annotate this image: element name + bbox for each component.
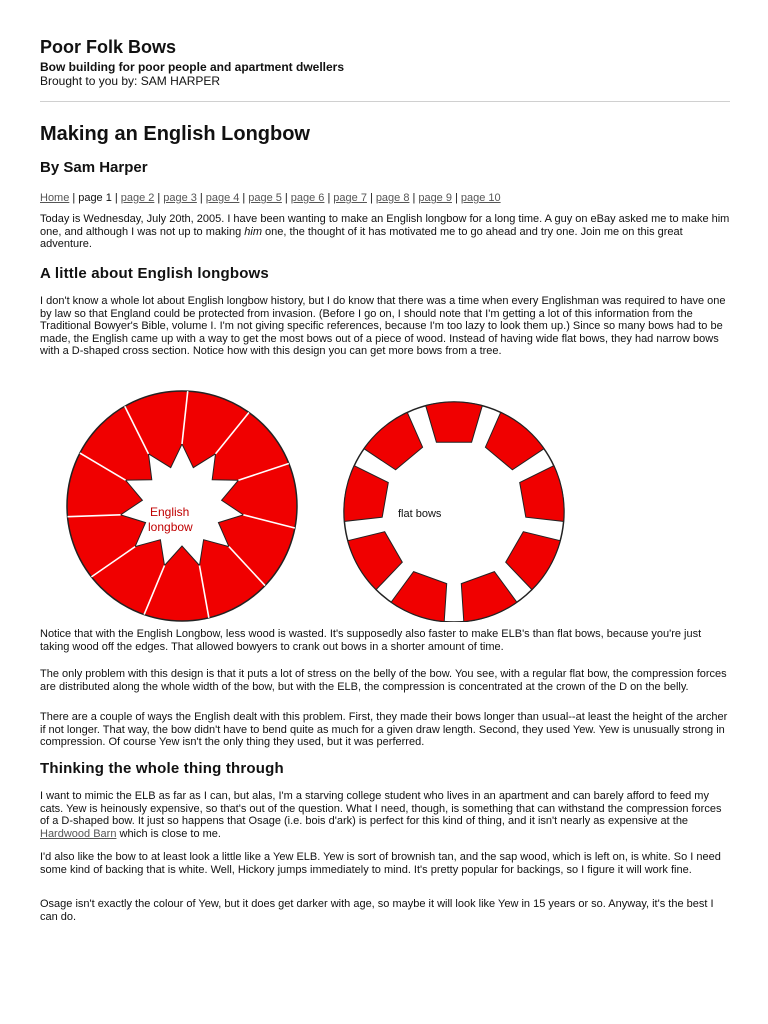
pager-link-page-2[interactable]: page 2	[120, 192, 155, 204]
header-divider	[40, 101, 730, 102]
section-heading-thinking: Thinking the whole thing through	[40, 760, 284, 777]
paragraph-osage: Osage isn't exactly the colour of Yew, but it does get darker with age, so maybe it will look like Yew in 15 years or so. Anyway, it's the best I can do.	[40, 898, 714, 923]
pager-separator: |	[242, 192, 246, 204]
paragraph-backing: I'd also like the bow to at least look a little like a Yew ELB. Yew is sort of brownish tan, and the sap wood, which is left on, is white. So I need some kind of backing that is white. Well, Hickory jumps immediately to mind. It's pretty popular for backings, so I figure it will work fine.	[40, 851, 721, 876]
intro-paragraph	[40, 213, 730, 251]
article-byline: By Sam Harper	[40, 159, 148, 176]
site-credit: Brought to you by: SAM HARPER	[40, 74, 221, 88]
pager-link-page-8[interactable]: page 8	[375, 192, 410, 204]
about-paragraph: I don't know a whole lot about English longbow history, but I do know that there was a time when every Englishman was required to have one by law so that England could be protected from invasion. (Before I go on, I should note that I'm getting a lot of this information from the Traditional Bowyer's Bible, volume I. I'm not giving specific references, because I'm too lazy to look them up.) Since so many bows had to be made, the English came up with a way to get the most bows out of a piece of wood. Instead of having wide flat bows, they had narrow bows with a D-shaped cross section. Notice how with this design you can get more bows from a tree.	[40, 295, 726, 358]
pager-link-page-4[interactable]: page 4	[205, 192, 240, 204]
intro-emphasis: him	[244, 225, 262, 238]
pager-link-page-5[interactable]: page 5	[248, 192, 282, 204]
english-longbow-label-line2: longbow	[148, 520, 193, 534]
pager-separator: |	[72, 192, 76, 204]
pager-separator: |	[369, 192, 373, 204]
pager-home-link[interactable]: Home	[40, 192, 70, 204]
pager-separator: |	[157, 192, 161, 204]
paragraph-less-wood: Notice that with the English Longbow, less wood is wasted. It's supposedly also faster to make ELB's than flat bows, because you're just taking wood off the edges. That allowed bowyers to crank out bows in a shorter amount of time.	[40, 628, 702, 653]
pager-current-page: page 1	[78, 192, 112, 204]
page-navigation	[40, 192, 501, 204]
cross-section-diagram	[52, 384, 612, 622]
pager-link-page-10[interactable]: page 10	[460, 192, 501, 204]
pager-separator: |	[412, 192, 416, 204]
intro-text-end: one, the thought of it has motivated me to go ahead and try one. Join me on this great adventure.	[40, 225, 683, 251]
mimic-text-start: I want to mimic the ELB as far as I can, but alas, I'm a starving college student who lives in an apartment and can barely afford to feed my cats. Yew is heinously expensive, so that's out of the question. What I need, though, is something that can withstand the compression forces of a D-shaped bow. It just so happens that Osage (i.e. bois d'ark) is perfect for this kind of thing, and it isn't nearly as expensive at the	[40, 790, 722, 828]
pager-link-page-3[interactable]: page 3	[163, 192, 197, 204]
flat-bows-label: flat bows	[398, 508, 442, 520]
paragraph-stress: The only problem with this design is that it puts a lot of stress on the belly of the bow. You see, with a regular flat bow, the compression forces are distributed along the whole width of the bow, but with the ELB, the compression is concentrated at the crown of the D on the belly.	[40, 668, 727, 693]
article-title: Making an English Longbow	[40, 123, 310, 145]
mimic-text-end: which is close to me.	[116, 827, 221, 840]
site-title: Poor Folk Bows	[40, 37, 177, 57]
pager-separator: |	[327, 192, 331, 204]
section-heading-about: A little about English longbows	[40, 265, 269, 282]
paragraph-solutions: There are a couple of ways the English dealt with this problem. First, they made their bows longer than usual--at least the height of the archer if not longer. That way, the bow didn't have to bend quite as much for a given draw length. Second, they used Yew. Yew is unusually strong in compression. Of course Yew isn't the only thing they used, but it was perferred.	[40, 711, 728, 749]
pager-link-page-7[interactable]: page 7	[333, 192, 367, 204]
pager-separator: |	[199, 192, 203, 204]
intro-text-start: Today is Wednesday, July 20th, 2005. I have been wanting to make an English longbow for a long time. A guy on eBay asked me to make him one, and although I was not up to making	[40, 213, 730, 238]
flat-bows-cross-section	[344, 402, 564, 622]
paragraph-mimic-elb	[40, 790, 730, 840]
page	[40, 36, 730, 923]
pager-separator: |	[284, 192, 288, 204]
pager-separator: |	[454, 192, 458, 204]
pager-link-page-9[interactable]: page 9	[418, 192, 452, 204]
flat-bow-stave	[426, 402, 483, 442]
english-longbow-label-line1: English	[150, 505, 190, 519]
pager-separator: |	[114, 192, 118, 204]
site-tagline: Bow building for poor people and apartment dwellers	[40, 60, 345, 74]
pager-link-page-6[interactable]: page 6	[290, 192, 325, 204]
hardwood-barn-link[interactable]: Hardwood Barn	[40, 827, 117, 840]
